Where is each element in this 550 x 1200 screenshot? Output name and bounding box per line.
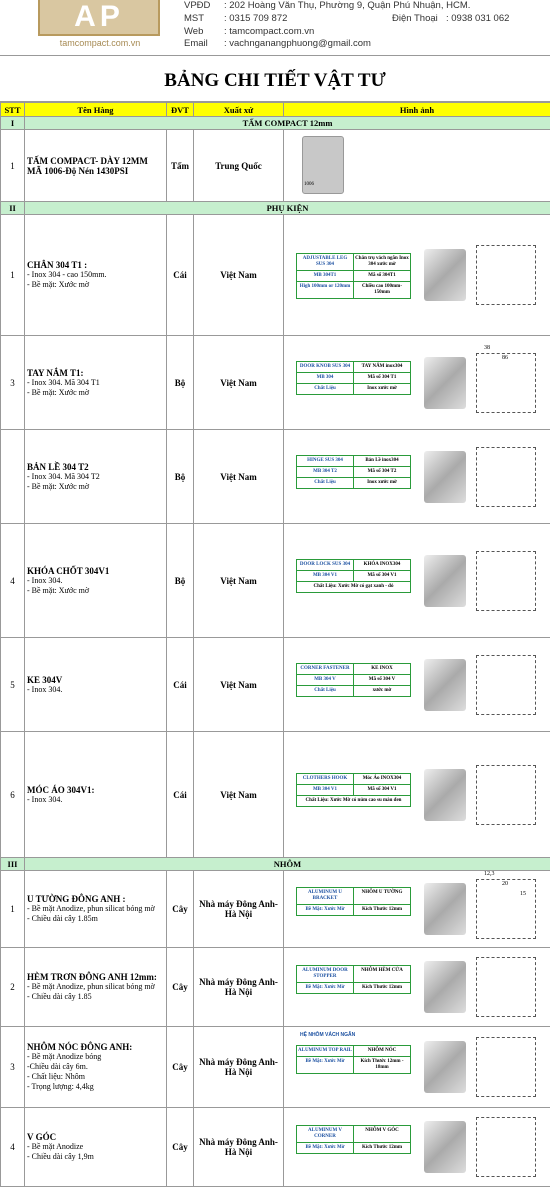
- spec-cell: NHÔM NÓC: [367, 1048, 397, 1053]
- dimension-label: 20: [502, 881, 508, 887]
- spec-cell: Kích Thước 12mm: [361, 1145, 403, 1150]
- spec-row: [297, 1046, 410, 1057]
- spec-cell: HINGE SUS 304: [297, 456, 354, 466]
- item-desc-line: - Bề mặt: Xước mờ: [27, 481, 90, 491]
- spec-cell: Mã số 304 V1: [367, 786, 397, 792]
- item-image: [284, 1108, 550, 1187]
- item-image: [284, 732, 550, 858]
- spec-cell: MB 304 V1: [297, 571, 354, 581]
- spec-heading: HỆ NHÔM VÁCH NGĂN: [300, 1032, 356, 1038]
- item-name: [25, 948, 167, 1027]
- spec-cell: KHÓA INOX304: [363, 561, 401, 567]
- phone-value: : 0938 031 062: [446, 12, 510, 24]
- table-row: [1, 524, 550, 638]
- dimension-label: 86: [502, 354, 508, 361]
- section-row: [1, 202, 550, 215]
- item-name: [25, 638, 167, 732]
- item-image: [284, 1027, 550, 1108]
- technical-drawing: [476, 957, 536, 1017]
- item-desc-line: - Bề mặt Anodize: [27, 1142, 84, 1151]
- spec-row: [297, 478, 410, 488]
- item-image: [284, 638, 550, 732]
- spec-cell: NHÔM V GÓC: [365, 1128, 399, 1133]
- item-desc-line: -Chiều dài cây 6m.: [27, 1062, 88, 1071]
- item-stt: 3: [1, 1027, 25, 1108]
- item-image: [284, 871, 550, 948]
- item-stt: 5: [1, 638, 25, 732]
- spec-row: [297, 905, 410, 915]
- item-origin: Việt Nam: [194, 732, 284, 858]
- col-name: Tên Hàng: [25, 103, 167, 117]
- logo-mark: AP: [38, 0, 160, 36]
- spec-cell: Chất Liệu: [297, 384, 354, 394]
- spec-cell: Mã số 304 V1: [367, 572, 397, 578]
- table-row: [1, 638, 550, 732]
- technical-drawing: [476, 245, 536, 305]
- spec-cell: Bề Mặt: Xước Mờ: [297, 983, 354, 993]
- item-desc-line: - Trọng lượng: 4,4kg: [27, 1082, 94, 1091]
- item-image: [284, 524, 550, 638]
- spec-table: [296, 965, 411, 994]
- section-name: PHỤ KIỆN: [25, 202, 550, 215]
- technical-drawing: [476, 353, 536, 413]
- spec-cell: Chất Liệu: [297, 478, 354, 488]
- item-stt: 2: [1, 948, 25, 1027]
- item-name: [25, 732, 167, 858]
- spec-row: [297, 271, 410, 282]
- item-unit: Cây: [167, 1027, 194, 1108]
- info-value: : tamcompact.com.vn: [224, 25, 315, 37]
- product-photo: [424, 357, 466, 409]
- item-title: TẤM COMPACT- DÀY 12MM MÃ 1006-Độ Nén 1430PSI: [27, 155, 148, 176]
- item-stt: 3: [1, 336, 25, 430]
- item-unit: Cây: [167, 871, 194, 948]
- item-stt: [1, 430, 25, 524]
- item-desc-line: - Inox 304.: [27, 684, 63, 694]
- product-photo: [424, 883, 466, 935]
- spec-table: [296, 1125, 411, 1154]
- item-image: [284, 430, 550, 524]
- spec-cell: Bề Mặt: Xước Mờ: [297, 1057, 354, 1073]
- spec-table: [296, 559, 411, 593]
- spec-row: [297, 456, 410, 467]
- spec-cell: MB 304: [297, 373, 354, 383]
- technical-drawing: [476, 1117, 536, 1177]
- spec-cell: KE INOX: [371, 665, 393, 671]
- phone-key: Điện Thoại: [392, 12, 438, 24]
- item-desc-line: - Inox 304. Mã 304 T2: [27, 471, 100, 481]
- spec-row: [297, 888, 410, 905]
- table-row: [1, 1027, 550, 1108]
- spec-row: [297, 774, 410, 785]
- spec-cell: DOOR KNOB SUS 304: [297, 362, 354, 372]
- spec-cell: Chân trụ vách ngăn Inox 304 xước mờ: [355, 256, 409, 267]
- item-title: BẢN LỀ 304 T2: [27, 461, 89, 472]
- item-desc-line: - Bề mặt Anodize bóng: [27, 1052, 102, 1061]
- spec-row: [297, 664, 410, 675]
- table-row: [1, 732, 550, 858]
- item-desc-line: - Chiều dài cây 1.85m: [27, 914, 98, 923]
- section-row: [1, 117, 550, 130]
- spec-cell: Chất Liệu: Xước Mờ có gạt xanh - đỏ: [313, 583, 394, 589]
- spec-row: [297, 582, 410, 592]
- item-stt: 1: [1, 215, 25, 336]
- page-title: BẢNG CHI TIẾT VẬT TƯ: [0, 60, 550, 102]
- product-photo: [424, 249, 466, 301]
- spec-table: [296, 1045, 411, 1074]
- product-photo: [424, 769, 466, 821]
- item-name: [25, 130, 167, 202]
- spec-row: [297, 362, 410, 373]
- spec-cell: NHÔM HÈM CỬA: [361, 968, 403, 973]
- item-desc-line: - Chất liệu: Nhôm: [27, 1072, 85, 1081]
- spec-cell: Kích Thước 12mm: [361, 907, 403, 912]
- product-photo: [424, 659, 466, 711]
- table-row: [1, 336, 550, 430]
- spec-table: [296, 361, 411, 395]
- spec-cell: Bề Mặt: Xước Mờ: [297, 905, 354, 915]
- technical-drawing: [476, 1037, 536, 1097]
- spec-cell: Móc Áo INOX304: [362, 775, 402, 781]
- spec-cell: NHÔM U TƯỜNG: [361, 890, 403, 895]
- spec-cell: Mã số 304 T2: [367, 468, 397, 474]
- info-key: MST: [184, 12, 205, 24]
- section-row: [1, 858, 550, 871]
- item-unit: Cây: [167, 1108, 194, 1187]
- item-title: KE 304V: [27, 674, 63, 685]
- technical-drawing: [476, 765, 536, 825]
- dimension-label: 12,3: [484, 871, 495, 877]
- spec-row: [297, 785, 410, 796]
- item-unit: Cái: [167, 215, 194, 336]
- section-name: TẤM COMPACT 12mm: [25, 117, 550, 130]
- spec-row: [297, 983, 410, 993]
- item-title: U TƯỜNG ĐÔNG ANH :: [27, 894, 126, 904]
- company-logo: [30, 0, 170, 52]
- info-value: : 202 Hoàng Văn Thụ, Phường 9, Quận Phú Nhuận, HCM.: [224, 0, 471, 11]
- item-stt: 6: [1, 732, 25, 858]
- product-photo: [424, 451, 466, 503]
- item-origin: Nhà máy Đông Anh- Hà Nội: [194, 871, 284, 948]
- item-title: HÈM TRƠN ĐÔNG ANH 12mm:: [27, 972, 157, 982]
- spec-cell: Bề Mặt: Xước Mờ: [297, 1143, 354, 1153]
- spec-row: [297, 384, 410, 394]
- item-origin: Nhà máy Đông Anh- Hà Nội: [194, 948, 284, 1027]
- spec-cell: ALUMINUM V CORNER: [297, 1126, 354, 1142]
- spec-cell: Kích Thước 12mm: [361, 985, 403, 990]
- spec-cell: Bản Lề inox304: [365, 457, 399, 463]
- spec-row: [297, 560, 410, 571]
- spec-cell: ALUMINUM U BRACKET: [297, 888, 354, 904]
- spec-cell: ALUMINUM TOP RAIL: [297, 1046, 354, 1056]
- spec-cell: xước mờ: [372, 687, 392, 693]
- item-origin: Trung Quốc: [194, 130, 284, 202]
- item-unit: Cây: [167, 948, 194, 1027]
- item-stt: 4: [1, 1108, 25, 1187]
- info-value: : vachnganangphuong@gmail.com: [224, 38, 371, 50]
- item-image: [284, 948, 550, 1027]
- item-title: V GÓC: [27, 1132, 57, 1142]
- spec-table: [296, 887, 411, 916]
- item-title: KHÓA CHỐT 304V1: [27, 565, 110, 576]
- item-desc-line: - Bề mặt: Xước mờ: [27, 585, 90, 595]
- spec-cell: ADJUSTABLE LEG SUS 304: [297, 254, 354, 270]
- table-row: [1, 871, 550, 948]
- item-desc-line: - Inox 304.: [27, 794, 63, 804]
- materials-table: [0, 102, 550, 1187]
- item-desc-line: - Chiều dài cây 1,9m: [27, 1152, 94, 1161]
- section-id: III: [1, 858, 25, 871]
- section-id: II: [1, 202, 25, 215]
- info-key: Email: [184, 38, 208, 50]
- item-desc-line: - Inox 304 - cao 150mm.: [27, 270, 107, 279]
- item-name: [25, 336, 167, 430]
- item-image: [284, 215, 550, 336]
- photo-label: 1006: [304, 182, 314, 187]
- spec-row: [297, 1057, 410, 1073]
- item-desc-line: - Bề mặt: Xước mờ: [27, 280, 90, 289]
- spec-row: [297, 686, 410, 696]
- item-unit: Bộ: [167, 336, 194, 430]
- item-name: [25, 1108, 167, 1187]
- spec-cell: Kích Thước 12mm - 18mm: [360, 1059, 404, 1070]
- col-image: Hình ảnh: [284, 103, 550, 117]
- table-row: [1, 215, 550, 336]
- product-photo: [424, 1041, 466, 1093]
- spec-cell: MB 304 V: [297, 675, 354, 685]
- item-desc-line: - Inox 304. Mã 304 T1: [27, 377, 100, 387]
- item-name: [25, 524, 167, 638]
- item-title: TAY NẮM T1:: [27, 367, 84, 378]
- spec-cell: High 100mm or 120mm: [297, 282, 354, 298]
- item-desc-line: - Bề mặt: Xước mờ: [27, 387, 90, 397]
- spec-table: [296, 663, 411, 697]
- item-unit: Bộ: [167, 430, 194, 524]
- item-name: [25, 215, 167, 336]
- spec-cell: ALUMINUM DOOR STOPPER: [297, 966, 354, 982]
- item-name: [25, 430, 167, 524]
- item-origin: Việt Nam: [194, 638, 284, 732]
- item-origin: Việt Nam: [194, 430, 284, 524]
- spec-row: [297, 467, 410, 478]
- product-photo: [424, 1121, 466, 1173]
- product-photo: [424, 555, 466, 607]
- table-header-row: [1, 103, 550, 117]
- spec-cell: Chất Liệu: [297, 686, 354, 696]
- item-origin: Nhà máy Đông Anh- Hà Nội: [194, 1027, 284, 1108]
- item-name: [25, 1027, 167, 1108]
- item-image: [284, 130, 550, 202]
- spec-row: [297, 373, 410, 384]
- table-row: [1, 130, 550, 202]
- info-value: : 0315 709 872: [224, 12, 288, 24]
- spec-row: [297, 1143, 410, 1153]
- item-origin: Việt Nam: [194, 336, 284, 430]
- col-unit: ĐVT: [167, 103, 194, 117]
- item-desc-line: - Chiều dài cây 1.85: [27, 992, 92, 1001]
- spec-table: [296, 773, 411, 807]
- section-id: I: [1, 117, 25, 130]
- col-origin: Xuất xứ: [194, 103, 284, 117]
- col-stt: STT: [1, 103, 25, 117]
- letterhead: [0, 0, 550, 56]
- spec-cell: Chất Liệu: Xước Mờ có núm cao su màu đen: [305, 797, 402, 803]
- spec-cell: MB 304T1: [297, 271, 354, 281]
- item-title: NHÔM NÓC ĐÔNG ANH:: [27, 1042, 133, 1052]
- spec-table: [296, 253, 411, 299]
- spec-row: [297, 571, 410, 582]
- spec-cell: MB 304 V1: [297, 785, 354, 795]
- item-stt: 4: [1, 524, 25, 638]
- spec-row: [297, 254, 410, 271]
- technical-drawing: [476, 551, 536, 611]
- spec-table: [296, 455, 411, 489]
- spec-cell: Mã số 304T1: [368, 273, 396, 278]
- product-photo: [424, 961, 466, 1013]
- spec-cell: CLOTHERS HOOK: [297, 774, 354, 784]
- item-name: [25, 871, 167, 948]
- item-image: [284, 336, 550, 430]
- item-desc-line: - Inox 304.: [27, 575, 63, 585]
- item-unit: Bộ: [167, 524, 194, 638]
- table-row: [1, 430, 550, 524]
- table-row: [1, 948, 550, 1027]
- item-unit: Cái: [167, 638, 194, 732]
- info-key: Web: [184, 25, 204, 37]
- spec-row: [297, 675, 410, 686]
- spec-cell: TAY NẮM inox304: [361, 363, 403, 369]
- spec-cell: Inox xước mờ: [367, 479, 397, 485]
- spec-row: [297, 282, 410, 298]
- technical-drawing: [476, 447, 536, 507]
- item-stt: 1: [1, 130, 25, 202]
- dimension-label: 38: [484, 344, 490, 351]
- spec-cell: CORNER FASTENER: [297, 664, 354, 674]
- spec-cell: Mã số 304 T1: [367, 374, 397, 380]
- technical-drawing: [476, 655, 536, 715]
- table-row: [1, 1108, 550, 1187]
- spec-cell: Mã số 304 V: [368, 676, 396, 682]
- info-key: VPĐD: [184, 0, 211, 11]
- item-unit: Cái: [167, 732, 194, 858]
- item-origin: Nhà máy Đông Anh- Hà Nội: [194, 1108, 284, 1187]
- spec-cell: Inox xước mờ: [367, 385, 397, 391]
- item-desc-line: - Bề mặt Anodize, phun silicat bóng mờ: [27, 982, 155, 991]
- item-stt: 1: [1, 871, 25, 948]
- spec-cell: MB 304 T2: [297, 467, 354, 477]
- item-title: CHÂN 304 T1 :: [27, 260, 88, 270]
- item-desc-line: - Bề mặt Anodize, phun silicat bóng mờ: [27, 904, 155, 913]
- item-unit: Tấm: [167, 130, 194, 202]
- spec-row: [297, 1126, 410, 1143]
- section-name: NHÔM: [25, 858, 550, 871]
- spec-cell: DOOR LOCK SUS 304: [297, 560, 354, 570]
- item-origin: Việt Nam: [194, 215, 284, 336]
- spec-row: [297, 966, 410, 983]
- spec-row: [297, 796, 410, 806]
- spec-cell: Chiều cao 100mm-150mm: [362, 284, 402, 295]
- dimension-label: 15: [520, 891, 526, 897]
- item-origin: Việt Nam: [194, 524, 284, 638]
- technical-drawing: [476, 879, 536, 939]
- logo-site: tamcompact.com.vn: [59, 38, 141, 48]
- item-title: MÓC ÁO 304V1:: [27, 784, 95, 795]
